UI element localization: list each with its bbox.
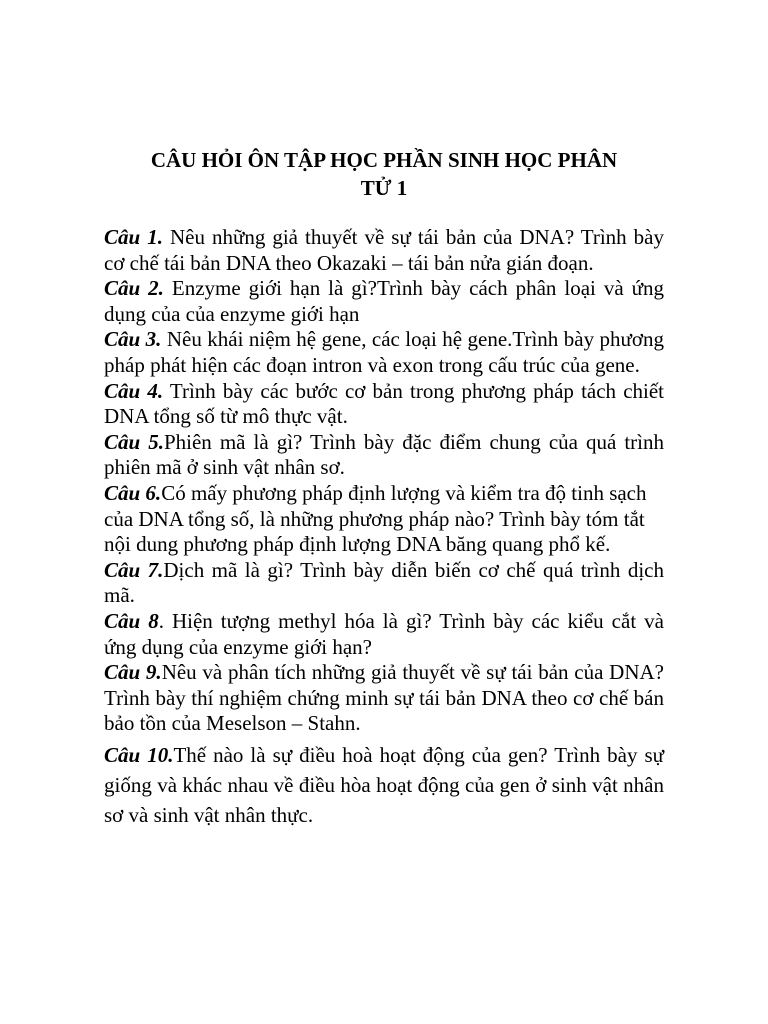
question-8 (104, 609, 664, 660)
question-text: Phiên mã là gì? Trình bày đặc điểm chung của quá trình phiên mã ở sinh vật nhân sơ. (104, 429, 664, 480)
question-5 (104, 430, 664, 481)
question-label: Câu 2. (104, 276, 164, 301)
question-3 (104, 327, 664, 378)
question-text: Enzyme giới hạn là gì?Trình bày cách phân loại và ứng dụng của của enzyme giới hạn (104, 276, 664, 326)
question-text: Trình bày các bước cơ bản trong phương pháp tách chiết DNA tổng số từ mô thực vật. (104, 378, 665, 429)
question-1 (104, 225, 664, 276)
question-4 (104, 379, 664, 430)
question-label: Câu 4. (104, 378, 164, 403)
question-text: Thế nào là sự điều hoà hoạt động của gen? Trình bày sự giống và khác nhau về điều hòa hoạt động của gen ở sinh vật nhân sơ và sinh vật nhân thực. (104, 742, 665, 827)
question-2 (104, 276, 664, 327)
question-list (104, 225, 664, 830)
question-text: . Hiện tượng methyl hóa là gì? Trình bày các kiểu cắt và ứng dụng của enzyme giới hạn? (104, 608, 664, 659)
question-text: Có mấy phương pháp định lượng và kiểm tra độ tinh sạch của DNA tổng số, là những phương pháp nào? Trình bày tóm tắt nội dung phương pháp định lượng DNA băng quang phổ kế. (104, 480, 647, 557)
question-text: Nêu những giả thuyết về sự tái bản của DNA? Trình bày cơ chế tái bản DNA theo Okazaki – tái bản nửa gián đoạn. (104, 225, 664, 275)
question-label: Câu 1. (104, 225, 163, 249)
question-text: Nêu và phân tích những giả thuyết về sự tái bản của DNA? Trình bày thí nghiệm chứng minh sự tái bản DNA theo cơ chế bán bảo tồn của Meselson – Stahn. (104, 660, 664, 736)
title-line-1: CÂU HỎI ÔN TẬP HỌC PHẦN SINH HỌC PHÂN (150, 148, 618, 172)
question-label: Câu 9. (104, 660, 162, 685)
question-label: Câu 8 (104, 608, 159, 633)
title-line-2: TỬ 1 (360, 176, 408, 200)
question-label: Câu 10. (104, 742, 174, 767)
question-9 (104, 660, 664, 737)
question-text: Dịch mã là gì? Trình bày diễn biến cơ chế quá trình dịch mã. (104, 557, 664, 608)
question-6 (104, 481, 664, 558)
question-7 (104, 558, 664, 609)
question-label: Câu 6. (104, 480, 162, 505)
question-10 (104, 740, 664, 830)
document-title (104, 146, 664, 202)
question-label: Câu 7. (104, 557, 164, 582)
question-label: Câu 3. (104, 327, 162, 352)
question-text: Nêu khái niệm hệ gene, các loại hệ gene.Trình bày phương pháp phát hiện các đoạn intron và exon trong cấu trúc của gene. (104, 327, 665, 377)
question-label: Câu 5. (104, 429, 164, 454)
